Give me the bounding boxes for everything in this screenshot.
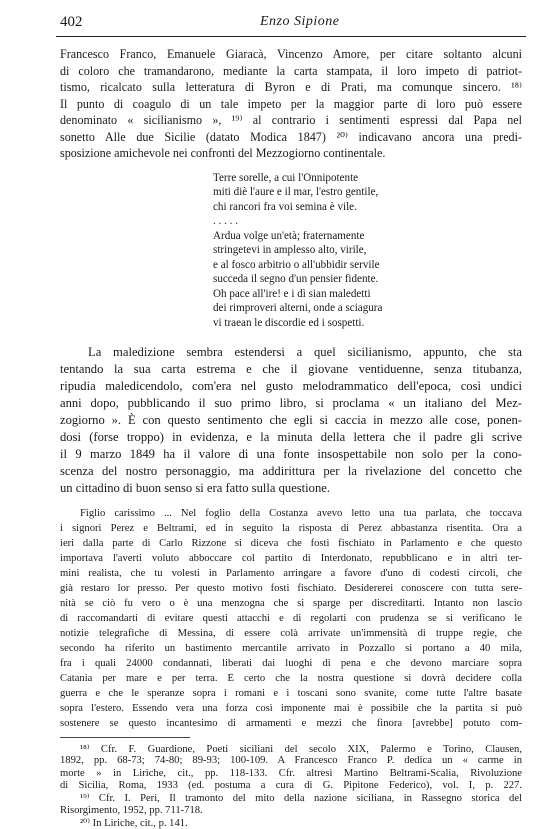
text-line: un cittadino di buon senso si era fatto sulla questione. <box>60 481 331 495</box>
page-number: 402 <box>60 14 83 30</box>
text-line: ripudia maledicendolo, com'era nel gusto melodrammatico dell'epoca, così undici <box>60 379 522 393</box>
text-line: Francesco Franco, Emanuele Giaracà, Vincenzo Amore, per citare soltanto alcuni <box>60 47 522 61</box>
verse-line: dei rimproveri alterni, onde a sciagura <box>213 302 383 314</box>
verse-ellipsis: . . . . . <box>213 215 238 227</box>
text-line: guerra e che le speranze sopra i romani e i toscani sono svanite, come tutte l'altre basate <box>60 688 522 699</box>
header-rule <box>56 36 526 37</box>
verse-line: stringetevi in amplesso alto, virile, <box>213 244 367 256</box>
footnote-line: 1892, pp. 68-73; 74-80; 89-93; 100-109. A Francesco Franco P. dedica un « carme in <box>60 755 522 767</box>
text-line: di raccomandarti di evitare questi attacchi e di regolarti con prudenza se si verificano le <box>60 613 522 624</box>
text-line: La maledizione sembra estendersi a quel sicilianismo, appunto, che sta <box>88 345 522 359</box>
text-line: anni dopo, pubblicando il suo primo libro, si proclama « un italiano del Mez- <box>60 396 522 410</box>
footnote-line: ¹⁸⁾ Cfr. F. Guardione, Poeti siciliani del secolo XIX, Palermo e Torino, Clausen, <box>80 744 522 755</box>
text-line: secondo ha riferito un bastimento mercantile arrivato in Pozzallo si portano a 40 mila, <box>60 643 522 654</box>
footnote-line: di Sicilia, Roma, 1933 (ed. postuma a cura di G. Pipitone Federico), vol. I, p. 227. <box>60 779 522 791</box>
text-line: zogiorno ». È con questo sentimento che egli si caccia in mezzo alle cose, ponen- <box>60 413 522 427</box>
verse-line: Ardua volge un'età; fraternamente <box>213 230 365 242</box>
text-line: mini realista, che tu volesti in Parlamento arringare a favore d'uno di codesti circoli, che <box>60 568 522 579</box>
text-line: tismo, ricalcato sulla letteratura di Byron e di Prati, ma comunque sincero. ¹⁸⁾ <box>60 80 522 94</box>
text-line: tentando la sua carta estrema e che il giovane ventiduenne, senza titubanza, <box>60 362 522 376</box>
verse-line: Terre sorelle, a cui l'Onnipotente <box>213 172 359 184</box>
verse-line: vi traean le discordie ed i sospetti. <box>213 317 365 329</box>
text-line: dosi (forse troppo) in evidenza, e la minuta della lettera che il padre gli scrive <box>60 430 522 444</box>
text-line: importava l'averti voluto abboccare col partito di Interdonato, repubblicano e in altri ter- <box>60 553 522 564</box>
text-line: scenza del nostro personaggio, ma addirittura per la rivelazione del concetto che <box>60 464 522 478</box>
text-line: nità se ciò fu vero o è una menzogna che si sparge per discreditarti. Intanto non lascio <box>60 598 522 609</box>
text-line: sostenere se questo incantesimo di armamenti e mezzi che finora [avrebbe] potuto com- <box>60 718 522 729</box>
footnote-line: morte » in Liriche, cit., pp. 118-133. Cfr. altresì Martino Beltrami-Scalia, Rivoluzione <box>60 767 522 779</box>
text-line: sposizione amichevole nei confronti del Mezzogiorno continentale. <box>60 146 386 160</box>
footnote-rule <box>60 737 190 738</box>
text-line: Il punto di coagulo di un tale impeto per la maggior parte di loro può essere <box>60 97 522 111</box>
text-line: di coloro che tramandarono, mediante la carta stampata, il loro impeto di patriot- <box>60 64 522 78</box>
text-line: i signori Perez e Beltrami, ed in seguito la risposta di Perez abbastanza risentita. Ora a <box>60 523 522 534</box>
verse-line: e al fosco arbitrio o all'ubbidir servile <box>213 259 380 271</box>
footnote-line: ¹⁹⁾ Cfr. I. Peri, Il tramonto del mito della nazione siciliana, in Rassegno storica del <box>80 793 522 805</box>
text-line: già restaro lor presso. Per questo motivo fosti fischiato. Desidererei conoscere con tutta sere- <box>60 583 522 594</box>
verse-line: Oh pace all'ire! e i dì sian maledetti <box>213 288 371 300</box>
text-line: Figlio carissimo ... Nel foglio della Costanza avevo letto una tua parlata, che toccava <box>80 508 522 519</box>
page-header <box>60 14 520 34</box>
footnote-line: ²⁰⁾ In Liriche, cit., p. 141. <box>80 817 188 829</box>
text-line: denominato « sicilianismo », ¹⁹⁾ al contrario i sentimenti espressi dal Papa nel <box>60 113 522 127</box>
running-title: Enzo Sipione <box>260 14 340 29</box>
text-line: Catania per mare e per terra. È certo che la nostra questione si dovrà decidere colla <box>60 673 522 684</box>
text-line: sonetto Alle due Sicilie (datato Modica 1847) ²⁰⁾ indicavano ancora una predi- <box>60 130 522 144</box>
text-line: notizie telegrafiche di Messina, di essere colà arrivate un'immensità di truppe regie, che <box>60 628 522 639</box>
text-line: fra i quali 24000 condannati, liberati dai luoghi di pena e che devono marciare sopra <box>60 658 522 669</box>
verse-line: succeda il segno d'un pensier fidente. <box>213 273 379 285</box>
text-line: sopra l'estero. Essendo vera una forza così imponente mai è possibile che la partita si può <box>60 703 522 714</box>
text-line: ieri dalla parte di Carlo Rizzone si diceva che fosti fischiato in Parlamento e che questo <box>60 538 522 549</box>
verse-line: chi rancori fra voi semina è vile. <box>213 201 357 213</box>
footnote-line: Risorgimento, 1952, pp. 711-718. <box>60 804 203 816</box>
verse-line: miti diè l'aure e il mar, l'estro gentile, <box>213 186 379 198</box>
text-line: il 9 marzo 1849 ha il valore di una fonte insospettabile non solo per la cono- <box>60 447 522 461</box>
